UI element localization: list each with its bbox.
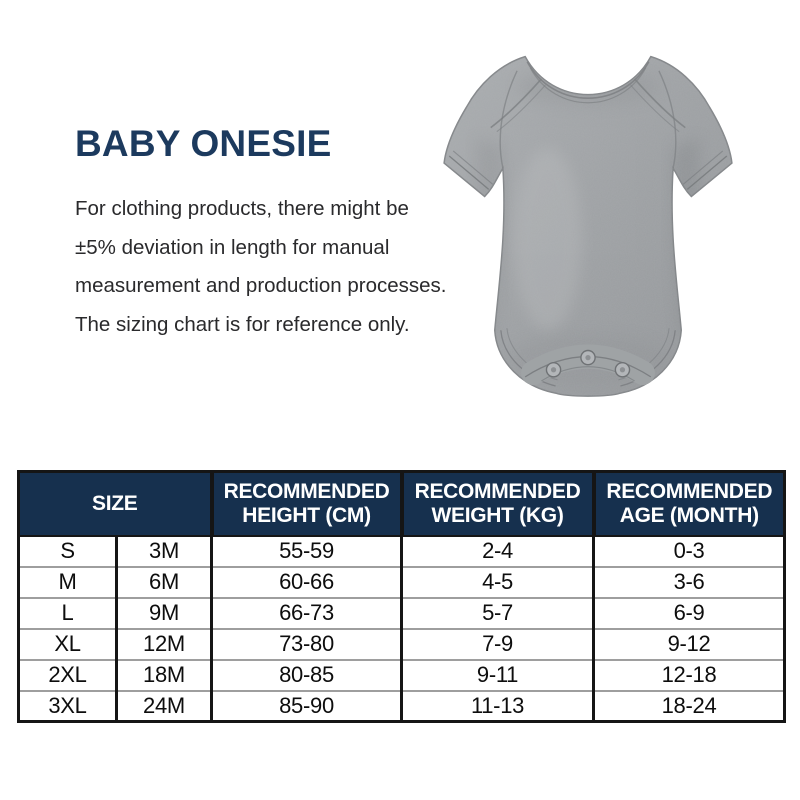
column-header-height: RECOMMENDED HEIGHT (CM) (212, 472, 402, 536)
height-cell: 66-73 (212, 598, 402, 629)
age-cell: 18-24 (594, 691, 785, 722)
month-cell: 18M (117, 660, 212, 691)
month-cell: 12M (117, 629, 212, 660)
age-cell: 3-6 (594, 567, 785, 598)
column-header-size: SIZE (19, 472, 212, 536)
height-cell: 85-90 (212, 691, 402, 722)
weight-cell: 4-5 (402, 567, 594, 598)
table-row (19, 660, 785, 691)
weight-cell: 9-11 (402, 660, 594, 691)
height-cell: 73-80 (212, 629, 402, 660)
age-cell: 0-3 (594, 536, 785, 567)
intro-paragraph-line: For clothing products, there might be (75, 197, 409, 220)
month-cell: 3M (117, 536, 212, 567)
weight-cell: 7-9 (402, 629, 594, 660)
weight-cell: 2-4 (402, 536, 594, 567)
size-cell: 3XL (19, 691, 117, 722)
column-header-weight: RECOMMENDED WEIGHT (KG) (402, 472, 594, 536)
size-cell: M (19, 567, 117, 598)
table-row (19, 691, 785, 722)
intro-paragraph (75, 190, 460, 344)
table-row (19, 567, 785, 598)
table-row (19, 629, 785, 660)
table-row (19, 598, 785, 629)
size-cell: 2XL (19, 660, 117, 691)
intro-paragraph-line: ±5% deviation in length for manual (75, 235, 390, 259)
column-header-age: RECOMMENDED AGE (MONTH) (594, 472, 785, 536)
age-cell: 6-9 (594, 598, 785, 629)
intro-block (75, 124, 460, 344)
table-row (19, 536, 785, 567)
size-table (17, 470, 786, 723)
month-cell: 6M (117, 567, 212, 598)
size-cell: XL (19, 629, 117, 660)
intro-paragraph-line: measurement and production processes. (75, 274, 447, 297)
size-cell: S (19, 536, 117, 567)
height-cell: 55-59 (212, 536, 402, 567)
table-header-row (19, 472, 785, 536)
height-cell: 80-85 (212, 660, 402, 691)
weight-cell: 5-7 (402, 598, 594, 629)
month-cell: 9M (117, 598, 212, 629)
month-cell: 24M (117, 691, 212, 722)
intro-paragraph-line: The sizing chart is for reference only. (75, 312, 410, 336)
weight-cell: 11-13 (402, 691, 594, 722)
onesie-silhouette (436, 26, 740, 443)
size-cell: L (19, 598, 117, 629)
baby-onesie-image (436, 26, 740, 444)
age-cell: 9-12 (594, 629, 785, 660)
page-title: BABY ONESIE (75, 123, 332, 164)
age-cell: 12-18 (594, 660, 785, 691)
height-cell: 60-66 (212, 567, 402, 598)
